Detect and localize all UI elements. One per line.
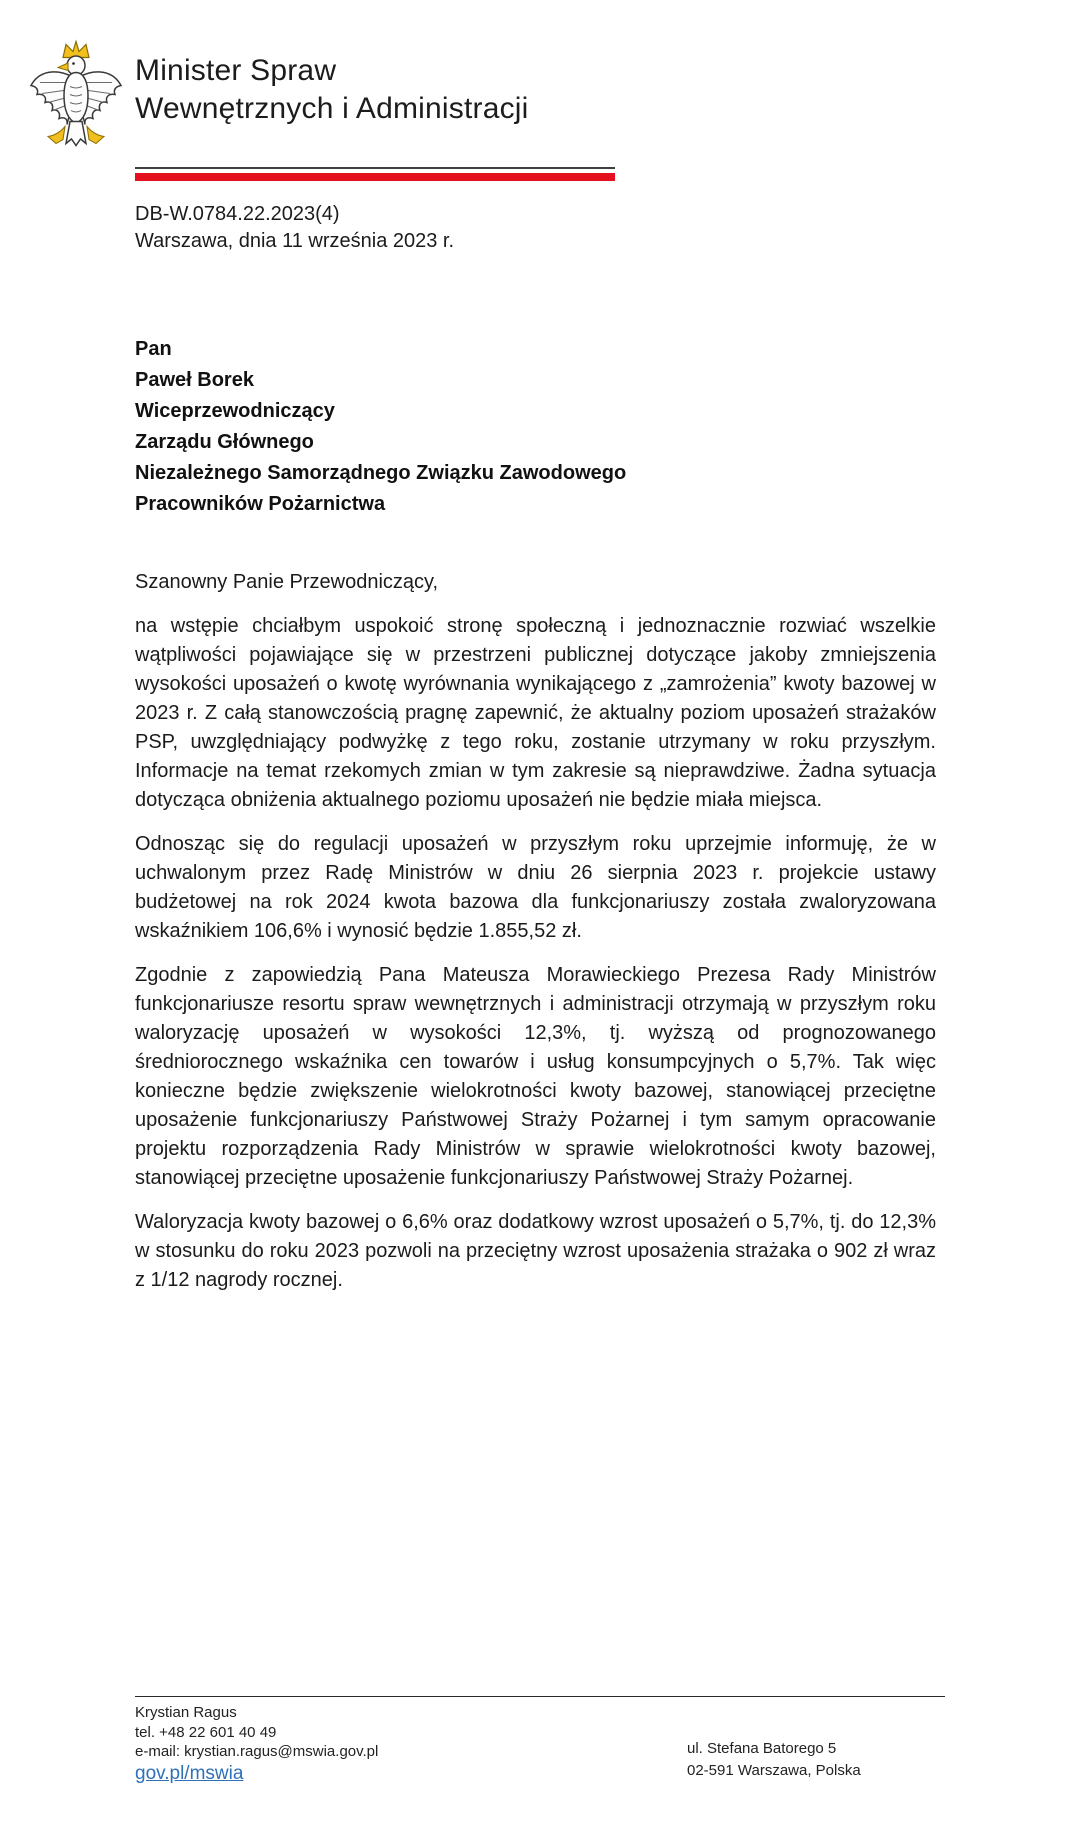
addressee-line: Wiceprzewodniczący bbox=[135, 400, 335, 422]
addressee-block bbox=[135, 334, 626, 520]
address-city: 02-591 Warszawa, Polska bbox=[687, 1762, 861, 1779]
addressee-line: Niezależnego Samorządnego Związku Zawodowego bbox=[135, 462, 627, 484]
address-street: ul. Stefana Batorego 5 bbox=[687, 1740, 837, 1757]
reference-number: DB-W.0784.22.2023(4) bbox=[135, 203, 340, 225]
ministry-title-line2: Wewnętrznych i Administracji bbox=[135, 92, 529, 125]
addressee-line: Zarządu Głównego bbox=[135, 431, 314, 453]
paragraph-4: Waloryzacja kwoty bazowej o 6,6% oraz dodatkowy wzrost uposażeń o 5,7%, tj. do 12,3% w stosunku do roku 2023 pozwoli na przeciętny wzrost uposażenia strażaka o 902 zł wraz z 1/12 nagrody rocznej. bbox=[135, 1211, 936, 1291]
contact-name: Krystian Ragus bbox=[135, 1704, 237, 1721]
addressee-line: Pan bbox=[135, 338, 172, 360]
ministry-title-line1: Minister Spraw bbox=[135, 54, 337, 87]
salutation: Szanowny Panie Przewodniczący, bbox=[135, 571, 439, 593]
footer-address-block bbox=[687, 1738, 861, 1782]
contact-email: e-mail: krystian.ragus@mswia.gov.pl bbox=[135, 1743, 379, 1760]
paragraph-3: Zgodnie z zapowiedzią Pana Mateusza Morawieckiego Prezesa Rady Ministrów funkcjonariusze resortu spraw wewnętrznych i administracji otrzymają w przyszłym roku waloryzację uposażeń w wysokości 12,3%, tj. wyższą od prognozowanego średniorocznego wskaźnika cen towarów i usług konsumpcyjnych o 5,7%. Tak więc konieczne będzie zwiększenie wielokrotności kwoty bazowej, stanowiącej przeciętne uposażenie funkcjonariuszy Państwowej Straży Pożarnej i tym samym opracowanie projektu rozporządzenia Rady Ministrów w sprawie wielokrotności kwoty bazowej, stanowiącej przeciętne uposażenie funkcjonariuszy Państwowej Straży Pożarnej. bbox=[135, 964, 936, 1189]
website-link[interactable]: gov.pl/mswia bbox=[135, 1762, 244, 1784]
letterhead-red-rule bbox=[135, 173, 615, 181]
letter-body bbox=[135, 568, 936, 1310]
paragraph-1: na wstępie chciałbym uspokoić stronę społeczną i jednoznacznie rozwiać wszelkie wątpliwości pojawiające się w przestrzeni publicznej dotyczące jakoby zmniejszenia wysokości uposażeń o kwotę wyrównania wynikającego z „zamrożenia” kwoty bazowej w 2023 r. Z całą stanowczością pragnę zapewnić, że aktualny poziom uposażeń strażaków PSP, uwzględniający podwyżkę z tego roku, zostanie utrzymany w roku przyszłym. Informacje na temat rzekomych zmian w tym zakresie są nieprawdziwe. Żadna sytuacja dotycząca obniżenia aktualnego poziomu uposażeń nie będzie miała miejsca. bbox=[135, 615, 936, 811]
ministry-title bbox=[135, 52, 529, 128]
paragraph-2: Odnosząc się do regulacji uposażeń w przyszłym roku uprzejmie informuję, że w uchwalonym przez Radę Ministrów w dniu 26 sierpnia 2023 r. projekcie ustawy budżetowej na rok 2024 kwota bazowa dla funkcjonariuszy została zwaloryzowana wskaźnikiem 106,6% i wynosić będzie 1.855,52 zł. bbox=[135, 833, 936, 942]
footer-contact-block bbox=[135, 1703, 378, 1784]
contact-phone: tel. +48 22 601 40 49 bbox=[135, 1723, 277, 1741]
meta-block bbox=[135, 201, 454, 255]
polish-coat-of-arms-eagle-icon bbox=[26, 38, 126, 164]
addressee-line: Pracowników Pożarnictwa bbox=[135, 493, 386, 515]
date-line: Warszawa, dnia 11 września 2023 r. bbox=[135, 230, 455, 252]
footer-rule bbox=[135, 1696, 945, 1697]
letterhead-thin-rule bbox=[135, 167, 615, 169]
addressee-line: Paweł Borek bbox=[135, 369, 254, 391]
